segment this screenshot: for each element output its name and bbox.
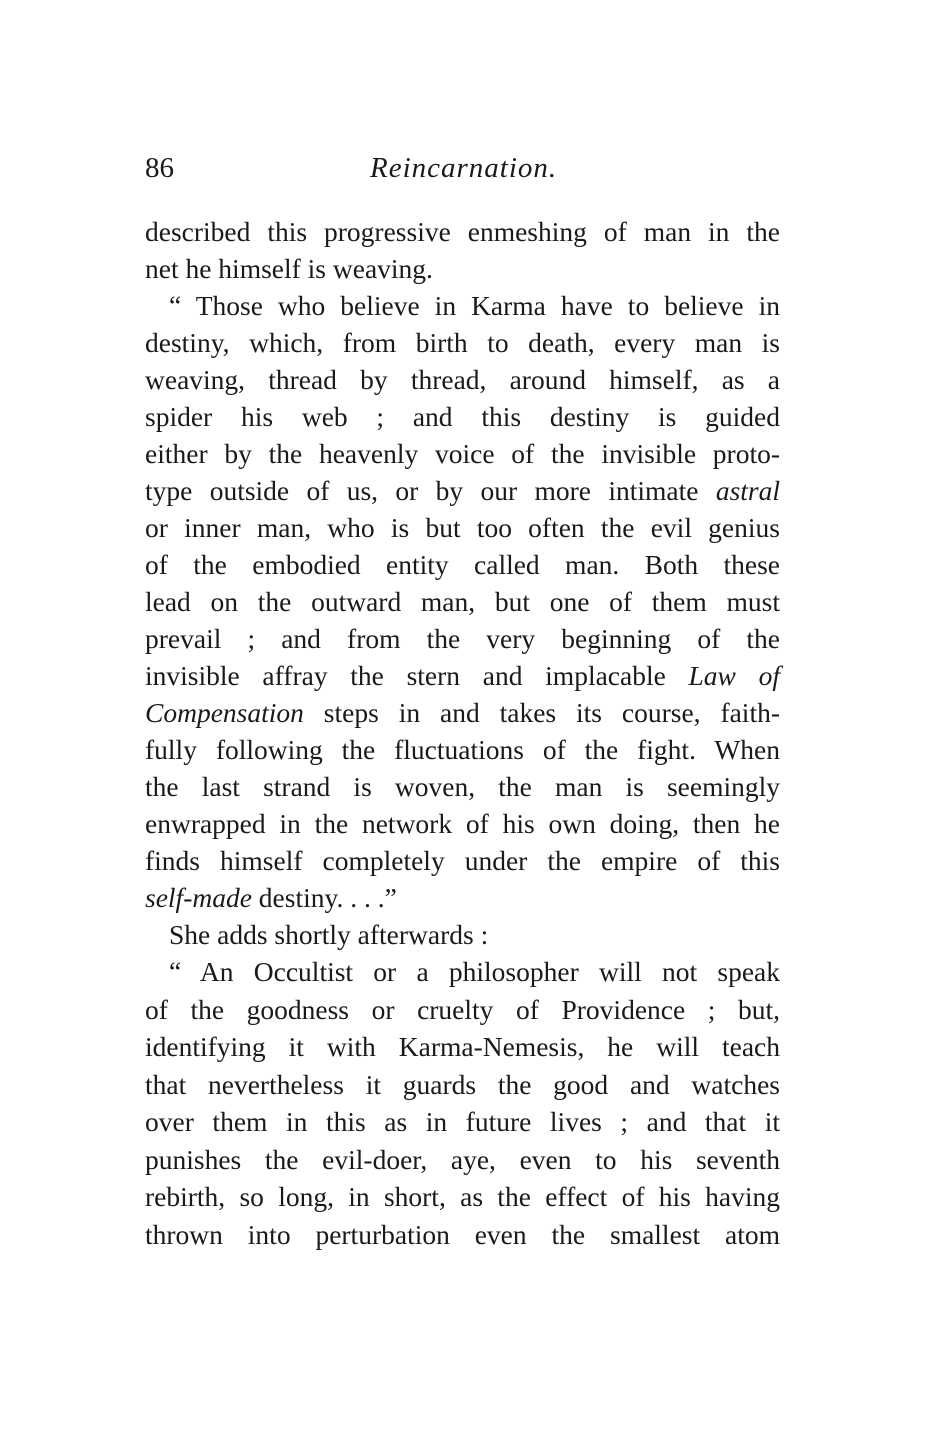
text-line-with-italic	[145, 694, 780, 731]
text-line: the last strand is woven, the man is seemingly	[145, 771, 780, 802]
text-line-with-italic	[145, 879, 780, 916]
text-line: destiny, which, from birth to death, every man is	[145, 327, 780, 358]
text-line: or inner man, who is but too often the evil genius	[145, 512, 780, 543]
text-segment: steps in and takes its course, faith-	[303, 697, 780, 728]
text-line-with-italic	[145, 657, 780, 694]
text-line: of the embodied entity called man. Both these	[145, 549, 780, 580]
text-line: finds himself completely under the empire of this	[145, 845, 780, 876]
running-title: Reincarnation.	[370, 152, 558, 184]
page-header	[145, 152, 780, 192]
page-number: 86	[145, 152, 174, 184]
text-line: either by the heavenly voice of the invisible proto-	[145, 438, 780, 469]
text-line: enwrapped in the network of his own doing, then he	[145, 808, 780, 839]
text-line: fully following the fluctuations of the fight. When	[145, 734, 780, 765]
body-text	[145, 213, 780, 1253]
text-line: that nevertheless it guards the good and watches	[145, 1068, 780, 1100]
text-line: over them in this as in future lives ; and that it	[145, 1106, 780, 1137]
text-line: “ An Occultist or a philosopher will not speak	[169, 956, 780, 987]
text-line: She adds shortly afterwards :	[169, 919, 489, 950]
italic-term: Law of	[688, 660, 781, 691]
text-line: weaving, thread by thread, around himself, as a	[145, 364, 780, 395]
text-line: spider his web ; and this destiny is guided	[145, 401, 780, 432]
text-line: “ Those who believe in Karma have to believe in	[169, 290, 780, 321]
text-line-with-italic	[145, 472, 780, 509]
text-segment: type outside of us, or by our more intimate	[145, 475, 716, 506]
italic-term: astral	[715, 475, 780, 506]
text-line: thrown into perturbation even the smallest atom	[145, 1218, 780, 1250]
text-line: lead on the outward man, but one of them must	[145, 586, 780, 617]
italic-term: self-made	[145, 882, 252, 913]
text-line: net he himself is weaving.	[145, 253, 433, 284]
text-line: of the goodness or cruelty of Providence ; but,	[145, 993, 780, 1025]
text-line: rebirth, so long, in short, as the effect of his having	[145, 1181, 780, 1212]
text-line: prevail ; and from the very beginning of the	[145, 623, 780, 654]
text-segment: destiny. . . .”	[251, 882, 397, 913]
text-segment: invisible affray the stern and implacable	[145, 660, 689, 691]
italic-term: Compensation	[145, 697, 304, 728]
text-line: punishes the evil-doer, aye, even to his seventh	[145, 1143, 780, 1175]
text-line: described this progressive enmeshing of man in the	[145, 216, 780, 247]
text-line: identifying it with Karma-Nemesis, he will teach	[145, 1031, 780, 1062]
